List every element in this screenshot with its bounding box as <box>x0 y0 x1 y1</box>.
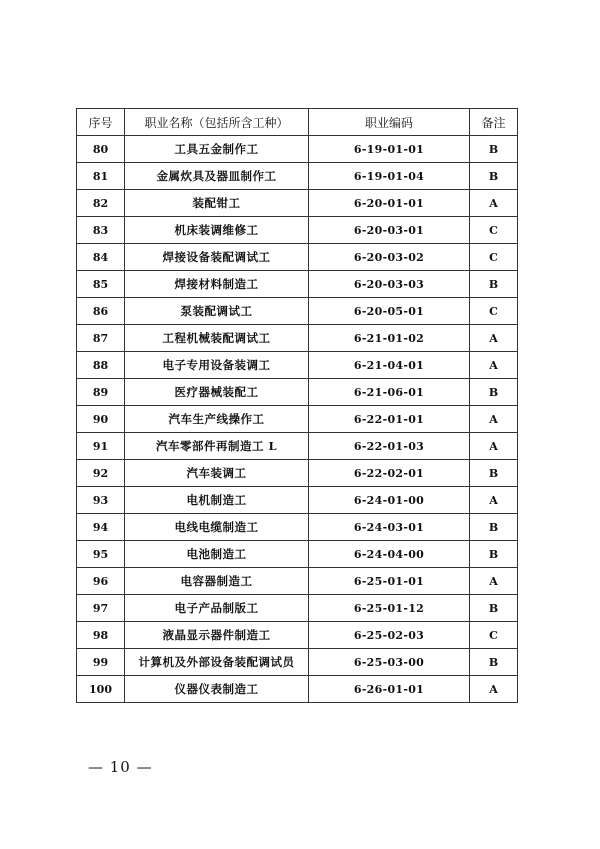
serial-cell: 83 <box>77 217 125 244</box>
remark-cell: B <box>470 163 518 190</box>
occupation-code-cell: 6-19-01-01 <box>309 136 470 163</box>
remark-cell: C <box>470 298 518 325</box>
remark-cell: C <box>470 217 518 244</box>
table-row <box>77 541 518 568</box>
occupation-code-cell: 6-22-01-01 <box>309 406 470 433</box>
header-remark: 备注 <box>470 109 518 136</box>
occupation-name-cell: 电池制造工 <box>125 541 309 568</box>
table-row <box>77 217 518 244</box>
occupation-code-cell: 6-20-05-01 <box>309 298 470 325</box>
remark-cell: A <box>470 325 518 352</box>
occupation-code-cell: 6-24-01-00 <box>309 487 470 514</box>
page-number: — 10 — <box>88 758 153 776</box>
table-header-row <box>77 109 518 136</box>
occupation-name-cell: 焊接材料制造工 <box>125 271 309 298</box>
occupation-name-cell: 机床装调维修工 <box>125 217 309 244</box>
occupation-code-cell: 6-21-06-01 <box>309 379 470 406</box>
remark-cell: B <box>470 460 518 487</box>
table-row <box>77 136 518 163</box>
serial-cell: 80 <box>77 136 125 163</box>
occupation-name-cell: 电子专用设备装调工 <box>125 352 309 379</box>
serial-cell: 100 <box>77 676 125 703</box>
occupation-name-cell: 装配钳工 <box>125 190 309 217</box>
table-row <box>77 433 518 460</box>
remark-cell: B <box>470 649 518 676</box>
remark-cell: B <box>470 136 518 163</box>
table-row <box>77 676 518 703</box>
serial-cell: 92 <box>77 460 125 487</box>
serial-cell: 96 <box>77 568 125 595</box>
occupation-name-cell: 金属炊具及器皿制作工 <box>125 163 309 190</box>
occupation-name-cell: 泵装配调试工 <box>125 298 309 325</box>
remark-cell: A <box>470 568 518 595</box>
header-occupation-name: 职业名称（包括所含工种） <box>125 109 309 136</box>
serial-cell: 82 <box>77 190 125 217</box>
occupation-code-cell: 6-21-01-02 <box>309 325 470 352</box>
table-row <box>77 352 518 379</box>
occupation-name-cell: 汽车生产线操作工 <box>125 406 309 433</box>
table-row <box>77 406 518 433</box>
remark-cell: B <box>470 595 518 622</box>
occupation-name-cell: 汽车零部件再制造工 L <box>125 433 309 460</box>
occupation-name-cell: 电子产品制版工 <box>125 595 309 622</box>
occupation-code-cell: 6-25-03-00 <box>309 649 470 676</box>
occupation-name-cell: 工程机械装配调试工 <box>125 325 309 352</box>
table-row <box>77 244 518 271</box>
table-body <box>77 136 518 703</box>
occupation-name-cell: 电机制造工 <box>125 487 309 514</box>
occupation-code-cell: 6-25-02-03 <box>309 622 470 649</box>
table-row <box>77 190 518 217</box>
occupation-name-cell: 仪器仪表制造工 <box>125 676 309 703</box>
remark-cell: C <box>470 244 518 271</box>
serial-cell: 97 <box>77 595 125 622</box>
serial-cell: 94 <box>77 514 125 541</box>
table-row <box>77 514 518 541</box>
remark-cell: B <box>470 379 518 406</box>
occupation-name-cell: 医疗器械装配工 <box>125 379 309 406</box>
occupation-code-cell: 6-25-01-12 <box>309 595 470 622</box>
occupation-name-cell: 计算机及外部设备装配调试员 <box>125 649 309 676</box>
table-row <box>77 487 518 514</box>
table-row <box>77 271 518 298</box>
occupation-name-cell: 工具五金制作工 <box>125 136 309 163</box>
table-row <box>77 379 518 406</box>
serial-cell: 98 <box>77 622 125 649</box>
occupation-name-cell: 汽车装调工 <box>125 460 309 487</box>
remark-cell: A <box>470 190 518 217</box>
occupation-code-cell: 6-26-01-01 <box>309 676 470 703</box>
occupation-table <box>76 108 518 703</box>
table-row <box>77 649 518 676</box>
table-row <box>77 568 518 595</box>
occupation-name-cell: 焊接设备装配调试工 <box>125 244 309 271</box>
occupation-code-cell: 6-20-01-01 <box>309 190 470 217</box>
serial-cell: 95 <box>77 541 125 568</box>
occupation-name-cell: 液晶显示器件制造工 <box>125 622 309 649</box>
remark-cell: A <box>470 406 518 433</box>
occupation-code-cell: 6-19-01-04 <box>309 163 470 190</box>
serial-cell: 85 <box>77 271 125 298</box>
serial-cell: 86 <box>77 298 125 325</box>
occupation-code-cell: 6-21-04-01 <box>309 352 470 379</box>
occupation-name-cell: 电容器制造工 <box>125 568 309 595</box>
serial-cell: 89 <box>77 379 125 406</box>
table-row <box>77 595 518 622</box>
occupation-code-cell: 6-20-03-01 <box>309 217 470 244</box>
remark-cell: C <box>470 622 518 649</box>
occupation-code-cell: 6-22-02-01 <box>309 460 470 487</box>
occupation-code-cell: 6-22-01-03 <box>309 433 470 460</box>
serial-cell: 99 <box>77 649 125 676</box>
remark-cell: B <box>470 271 518 298</box>
occupation-code-cell: 6-24-04-00 <box>309 541 470 568</box>
serial-cell: 90 <box>77 406 125 433</box>
serial-cell: 87 <box>77 325 125 352</box>
remark-cell: A <box>470 676 518 703</box>
table-row <box>77 298 518 325</box>
remark-cell: A <box>470 433 518 460</box>
remark-cell: B <box>470 541 518 568</box>
table-row <box>77 460 518 487</box>
serial-cell: 84 <box>77 244 125 271</box>
serial-cell: 93 <box>77 487 125 514</box>
serial-cell: 91 <box>77 433 125 460</box>
header-serial: 序号 <box>77 109 125 136</box>
remark-cell: A <box>470 487 518 514</box>
occupation-code-cell: 6-20-03-03 <box>309 271 470 298</box>
remark-cell: B <box>470 514 518 541</box>
occupation-code-cell: 6-24-03-01 <box>309 514 470 541</box>
occupation-name-cell: 电线电缆制造工 <box>125 514 309 541</box>
header-occupation-code: 职业编码 <box>309 109 470 136</box>
table-row <box>77 325 518 352</box>
table-row <box>77 163 518 190</box>
serial-cell: 81 <box>77 163 125 190</box>
occupation-code-cell: 6-20-03-02 <box>309 244 470 271</box>
occupation-code-cell: 6-25-01-01 <box>309 568 470 595</box>
table-row <box>77 622 518 649</box>
remark-cell: A <box>470 352 518 379</box>
serial-cell: 88 <box>77 352 125 379</box>
